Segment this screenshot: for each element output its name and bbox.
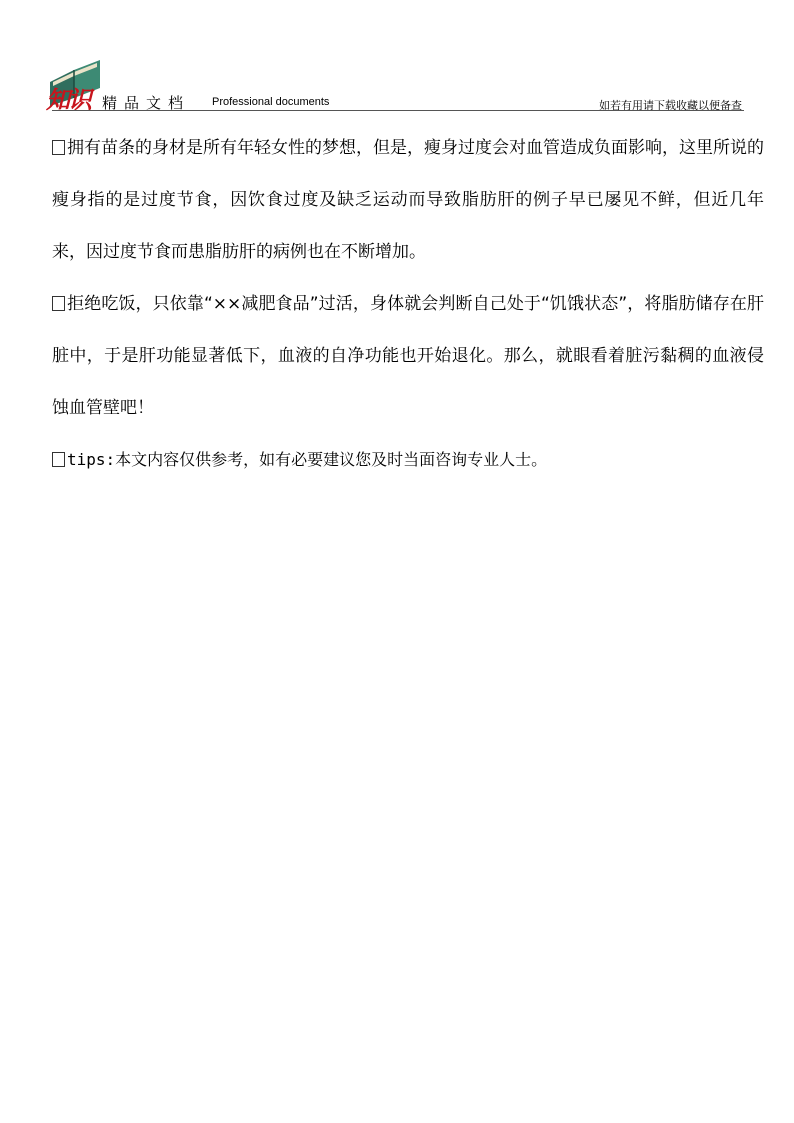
paragraph-text: 拥有苗条的身材是所有年轻女性的梦想，但是，瘦身过度会对血管造成负面影响，这里所说的瘦身指的是过度节食，因饮食过度及缺乏运动而导致脂肪肝的例子早已屡见不鲜，但近几年来，因过度节食而患脂肪肝的病例也在不断增加。: [52, 138, 764, 262]
header-subtitle: Professional documents: [212, 96, 330, 108]
box-bullet-icon: [52, 296, 65, 311]
box-bullet-icon: [52, 140, 65, 155]
header-note: 如若有用请下载收藏以便备查: [599, 99, 742, 112]
paragraph: [52, 122, 764, 278]
header-title: 精品文档: [102, 94, 191, 112]
paragraph: [52, 278, 764, 434]
document-body: [52, 122, 764, 486]
box-bullet-icon: [52, 452, 65, 467]
logo-text: 知识: [46, 85, 90, 114]
page-header: [0, 0, 794, 112]
tips-text: tips:本文内容仅供参考，如有必要建议您及时当面咨询专业人士。: [67, 450, 548, 469]
tips-paragraph: [52, 434, 764, 486]
paragraph-text: 拒绝吃饭，只依靠“××减肥食品”过活，身体就会判断自己处于“饥饿状态”，将脂肪储存在肝脏中，于是肝功能显著低下，血液的自净功能也开始退化。那么，就眼看着脏污黏稠的血液侵蚀血管壁吧！: [52, 294, 764, 418]
header-divider: [52, 110, 744, 111]
